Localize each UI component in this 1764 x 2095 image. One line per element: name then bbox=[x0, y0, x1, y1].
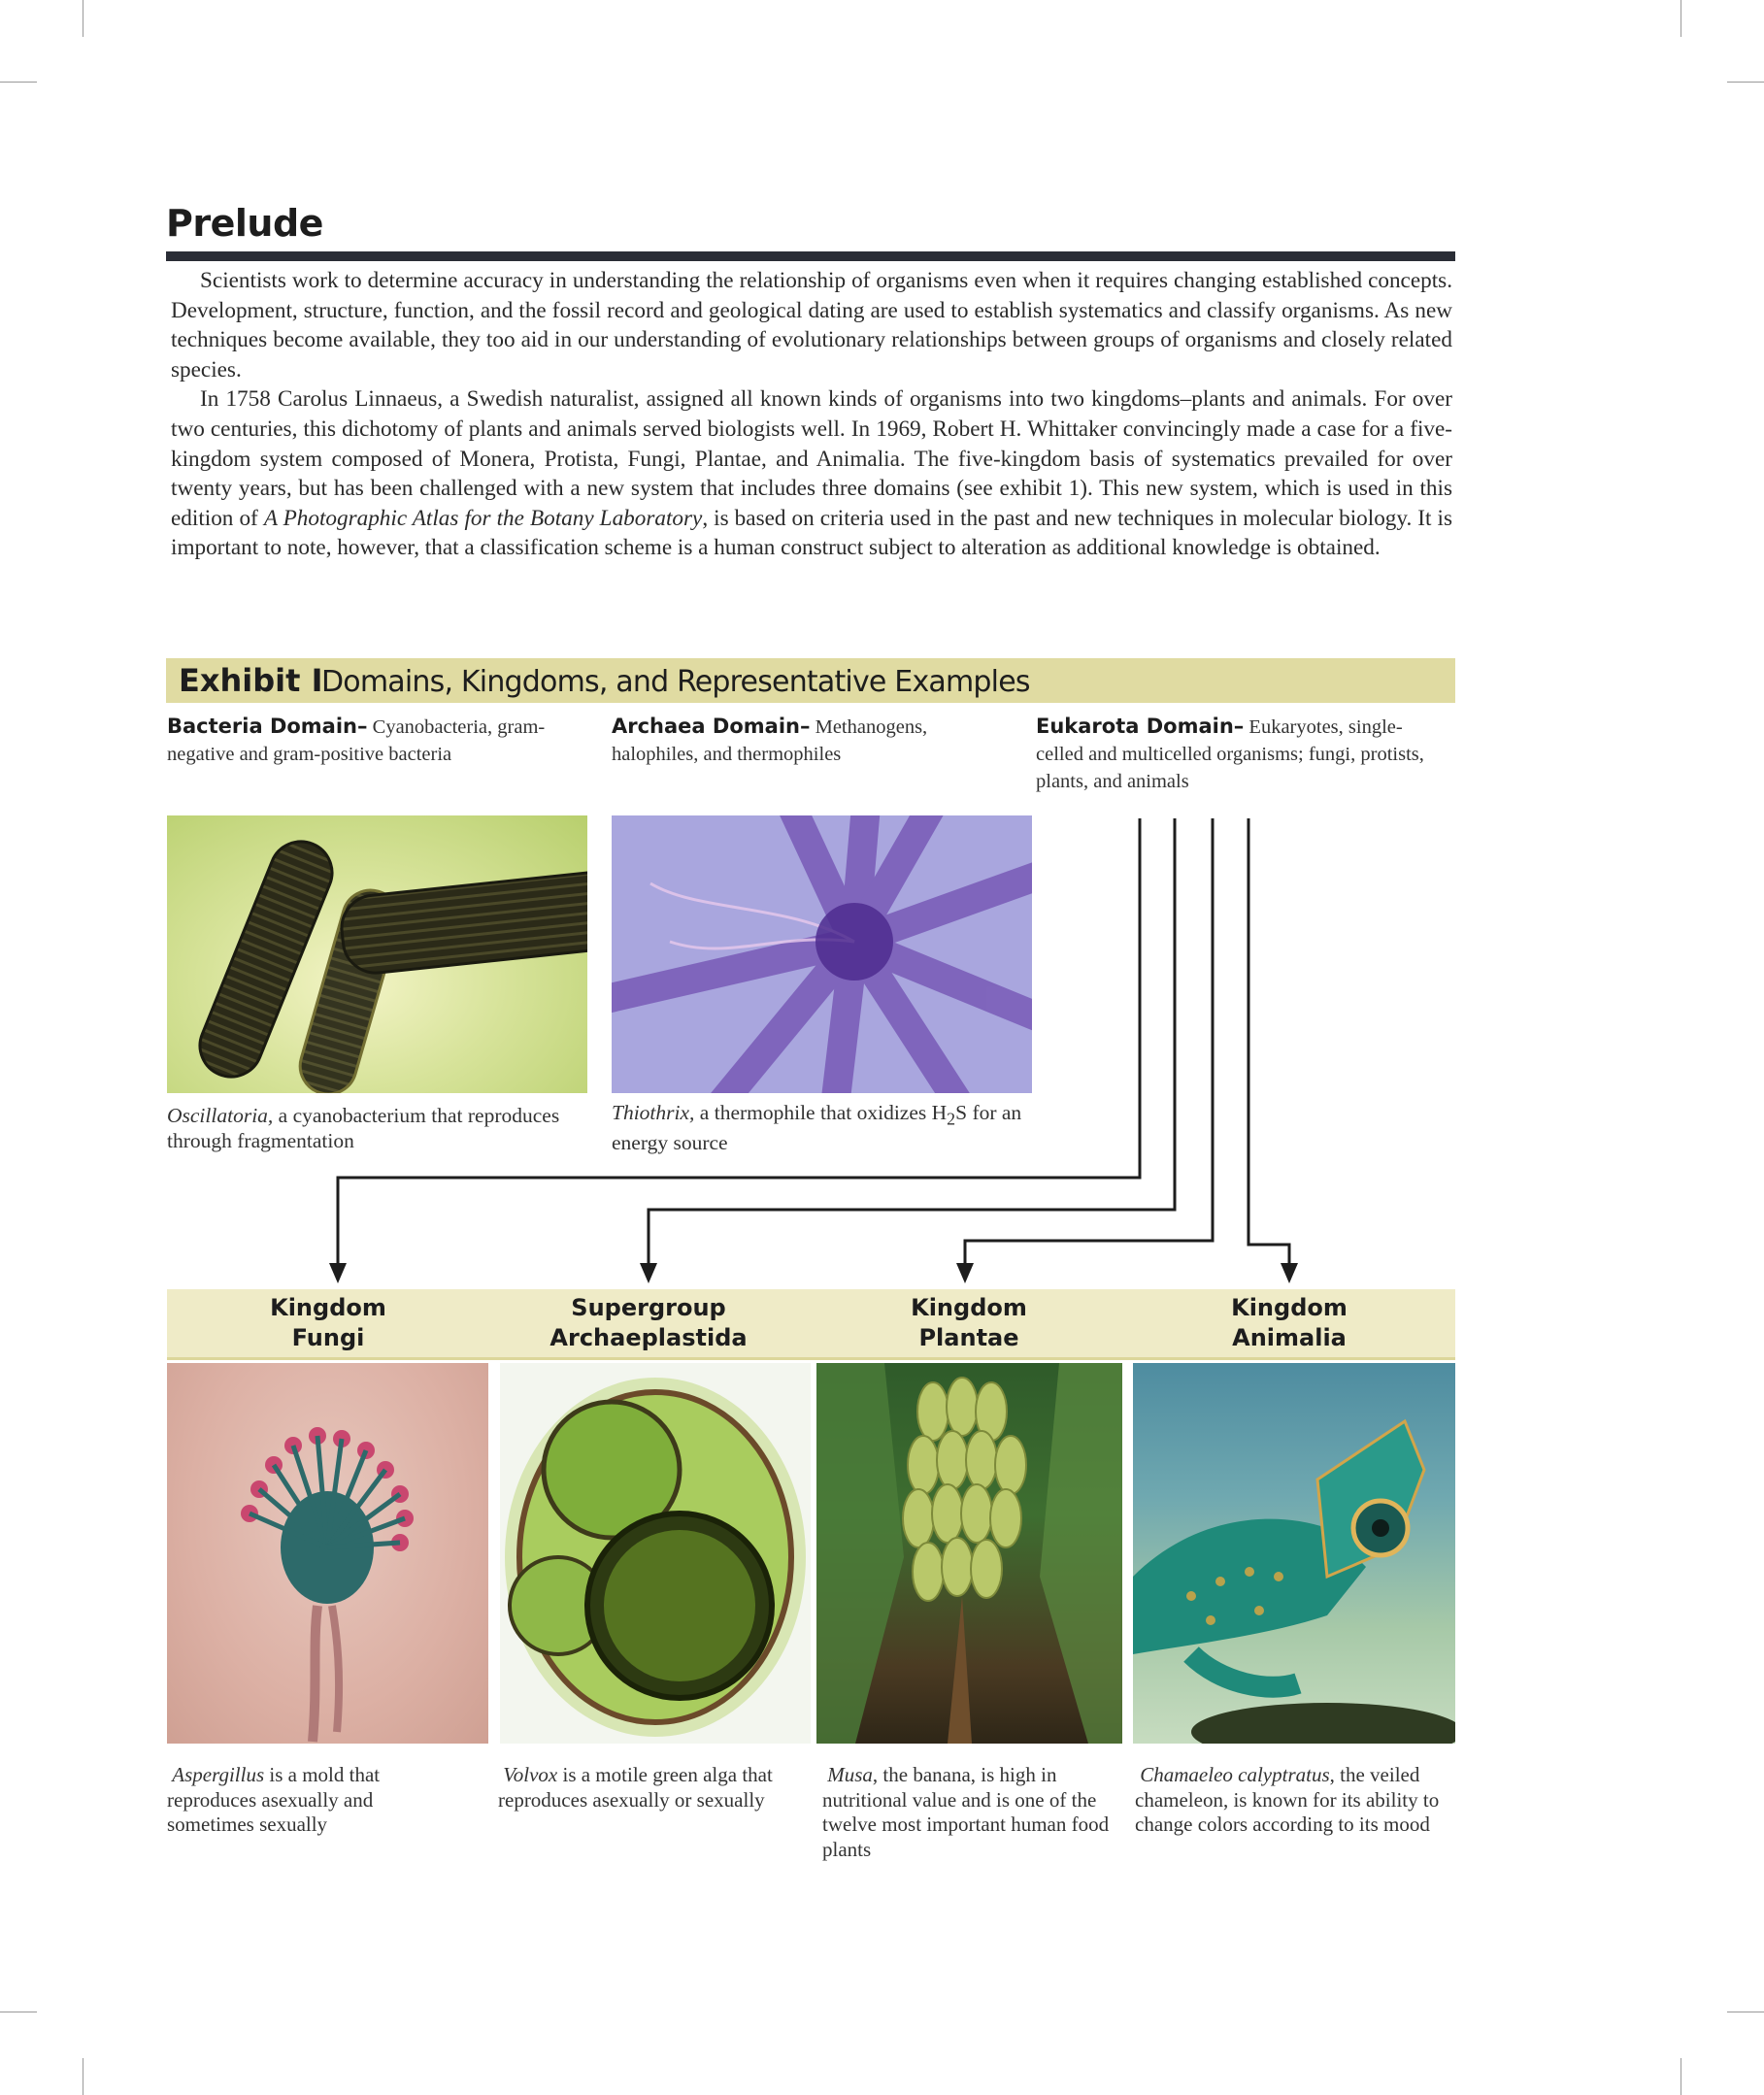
domain-name: Archaea Domain– bbox=[612, 715, 811, 738]
heading-line: Fungi bbox=[291, 1324, 365, 1351]
caption-text: is a motile green alga that reproduces asexually or sexually bbox=[498, 1763, 773, 1812]
domain-name: Eukarota Domain– bbox=[1036, 715, 1245, 738]
genus-name: Thiothrix, bbox=[612, 1101, 695, 1124]
kingdom-animalia-heading bbox=[1129, 1293, 1449, 1353]
paragraph-text: , is based on criteria used in the past and new techniques in molecular biology. It is important to note, however, that a classification scheme is a human construct subject to alteration as additional knowledge is obtained. bbox=[171, 505, 1452, 561]
paragraph: Scientists work to determine accuracy in understanding the relationship of organisms even when it requires changing established concepts. Development, structure, function, and the fossil record and geological dating are used to establish systematics and classify organisms. As new techniques become available, they too aid in our understanding of evolutionary relationships between groups of organisms and closely related species. bbox=[171, 268, 1452, 382]
domain-description: Cyanobacteria, gram-negative and gram-positive bacteria bbox=[167, 716, 546, 765]
heading-line: Kingdom bbox=[1231, 1294, 1348, 1321]
volvox-photo bbox=[500, 1363, 811, 1744]
heading-line: Supergroup bbox=[571, 1294, 726, 1321]
heading-line: Kingdom bbox=[911, 1294, 1027, 1321]
caption-text: , the banana, is high in nutritional value and is one of the twelve most important human food plants bbox=[822, 1763, 1110, 1861]
subscript: 2 bbox=[947, 1109, 956, 1129]
exhibit-title: Domains, Kingdoms, and Representative Examples bbox=[321, 665, 1030, 699]
aspergillus-caption bbox=[167, 1763, 410, 1838]
caption-text: is a mold that reproduces asexually and sometimes sexually bbox=[167, 1763, 381, 1836]
musa-photo bbox=[816, 1363, 1122, 1744]
heading-line: Kingdom bbox=[270, 1294, 386, 1321]
volvox-caption bbox=[498, 1763, 809, 1812]
page-title: Prelude bbox=[166, 202, 323, 245]
caption-text: S for an energy source bbox=[612, 1101, 1022, 1155]
paragraph-text: In 1758 Carolus Linnaeus, a Swedish naturalist, assigned all known kinds of organisms into two kingdoms–plants and animals. For over two centuries, this dichotomy of plants and animals served biologists well. In 1969, Robert H. Whittaker convincingly made a case for a five-kingdom system composed of Monera, Protista, Fungi, Plantae, and Animalia. The five-kingdom basis of systematics prevailed for over twenty years, but has been challenged with a new system that includes three domains (see exhibit 1). This new system, which is used in this edition of bbox=[171, 386, 1452, 531]
genus-name: Musa bbox=[827, 1763, 873, 1786]
heading-line: Archaeplastida bbox=[549, 1324, 748, 1351]
heading-line: Animalia bbox=[1232, 1324, 1347, 1351]
domain-description: Eukaryotes, single-celled and multicelled organisms; fungi, protists, plants, and animals bbox=[1036, 716, 1424, 792]
aspergillus-photo bbox=[167, 1363, 488, 1744]
chamaeleo-photo bbox=[1133, 1363, 1455, 1744]
kingdom-plantae-heading bbox=[809, 1293, 1129, 1353]
musa-caption bbox=[822, 1763, 1125, 1862]
kingdom-fungi-heading bbox=[168, 1293, 488, 1353]
exhibit-label: Exhibit I bbox=[179, 662, 323, 699]
caption-text: a cyanobacterium that reproduces through fragmentation bbox=[167, 1104, 560, 1152]
heading-line: Plantae bbox=[918, 1324, 1019, 1351]
genus-name: Volvox bbox=[503, 1763, 558, 1786]
genus-name: Chamaeleo calyptratus bbox=[1140, 1763, 1330, 1786]
domain-description: Methanogens, halophiles, and thermophiles bbox=[612, 716, 928, 765]
book-title: A Photographic Atlas for the Botany Laboratory bbox=[263, 505, 703, 531]
supergroup-archaeplastida-heading bbox=[488, 1293, 809, 1353]
chamaeleo-caption bbox=[1135, 1763, 1455, 1838]
domain-name: Bacteria Domain– bbox=[167, 715, 368, 738]
genus-name: Oscillatoria, bbox=[167, 1104, 274, 1127]
caption-text: , the veiled chameleon, is known for its ability to change colors according to its mood bbox=[1135, 1763, 1440, 1836]
genus-name: Aspergillus bbox=[172, 1763, 265, 1786]
caption-text: a thermophile that oxidizes H bbox=[694, 1101, 948, 1124]
